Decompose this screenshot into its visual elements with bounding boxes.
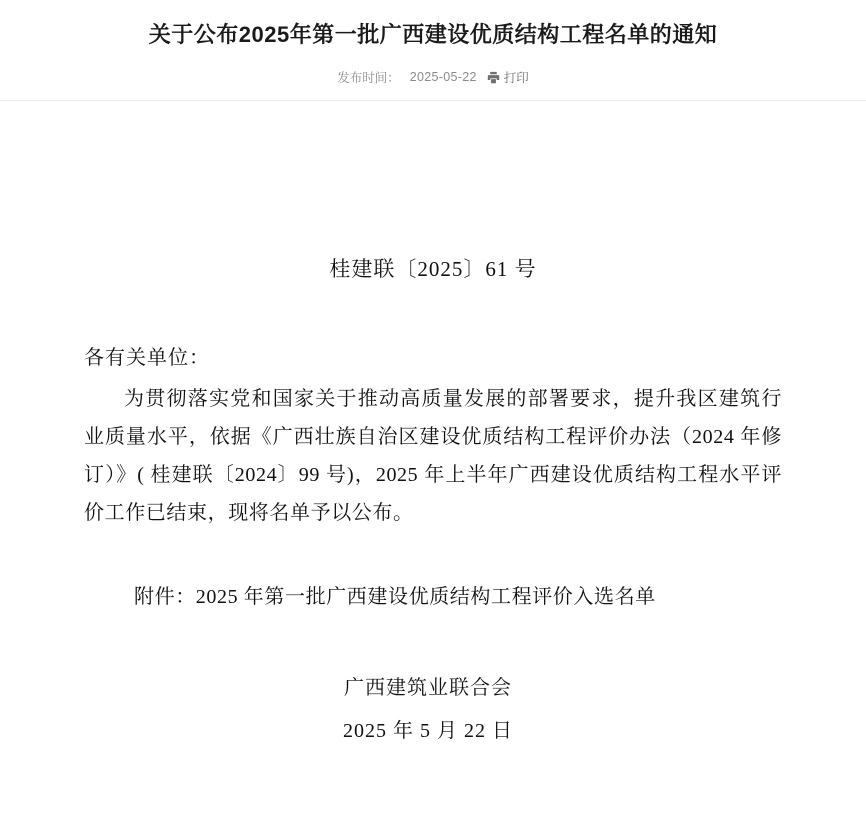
signature-organization: 广西建筑业联合会	[344, 677, 512, 699]
printer-icon	[487, 71, 500, 84]
attachment-line: 附件：2025 年第一批广西建设优质结构工程评价入选名单	[134, 586, 656, 608]
body-paragraph: 为贯彻落实党和国家关于推动高质量发展的部署要求，提升我区建筑行业质量水平，依据《广西壮族自治区建设优质结构工程评价办法（2024 年修订）》( 桂建联〔2024〕99 号)，2025 年上半年广西建设优质结构工程水平评价工作已结束，现将名单予以公布。	[84, 388, 782, 524]
publish-date: 2025-05-22	[409, 70, 477, 84]
print-button-label: 打印	[503, 71, 529, 85]
document-number: 桂建联〔2025〕61 号	[329, 257, 537, 281]
publish-time-label: 发布时间：	[337, 71, 400, 85]
page-title: 关于公布2025年第一批广西建设优质结构工程名单的通知	[148, 22, 718, 47]
document-meta	[0, 68, 866, 86]
print-button[interactable]	[487, 68, 529, 86]
salutation: 各有关单位：	[84, 347, 210, 369]
document-body	[0, 253, 866, 743]
document-header	[0, 0, 866, 101]
signature-date: 2025 年 5 月 22 日	[343, 720, 513, 742]
